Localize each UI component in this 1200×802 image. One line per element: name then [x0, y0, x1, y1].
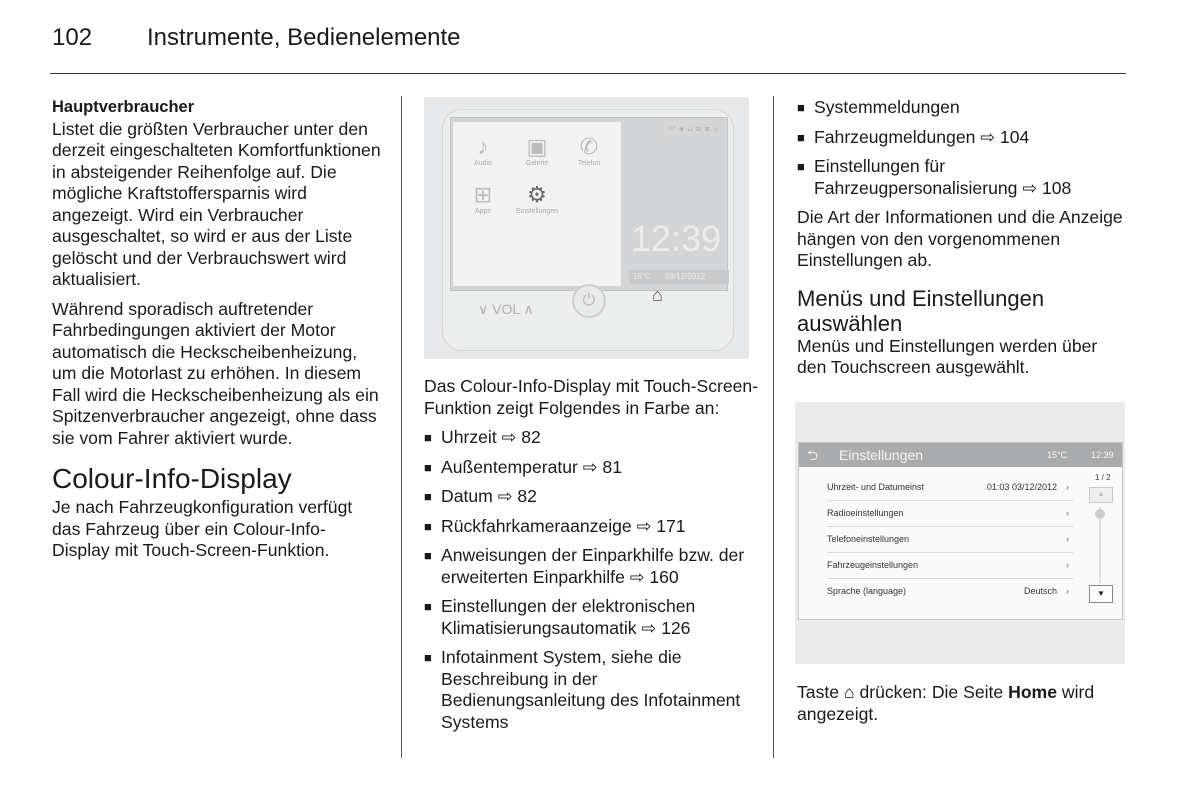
chevron-right-icon: › [1066, 534, 1069, 544]
feature-list-continued [797, 97, 1127, 199]
column-1 [52, 97, 382, 570]
gallery-icon: ▣ [526, 134, 548, 159]
column-2 [424, 376, 759, 741]
chevron-right-icon: › [1066, 560, 1069, 570]
settings-illustration [795, 402, 1125, 664]
display-temperature: 15°C [633, 272, 651, 281]
list-item: ■ Datum ⇨ 82 [424, 486, 537, 506]
scroll-up-icon: ▲ [1089, 487, 1113, 503]
status-icons: ᴾᴾ ✱ ⊔ ⊞ ⊠ ◁ [669, 127, 719, 133]
settings-window [798, 442, 1123, 620]
app-label: Galerie [525, 160, 549, 167]
list-item: ■ Anweisungen der Einparkhilfe bzw. der erweiterten Einparkhilfe ⇨ 160 [424, 545, 745, 587]
settings-row-label: Uhrzeit- und Datumeinst [827, 482, 925, 492]
home-icon: ⌂ [652, 285, 663, 305]
list-item: ■ Rückfahrkameraanzeige ⇨ 171 [424, 515, 686, 536]
settings-row [827, 501, 1073, 527]
power-icon: ⏻ [572, 284, 606, 318]
settings-row [827, 579, 1073, 604]
phone-icon: ✆ [579, 134, 599, 159]
page-number: 102 [52, 24, 93, 51]
bullet-icon: ■ [424, 430, 432, 445]
app-label: Audio [474, 160, 492, 167]
scroll-down-icon: ▼ [1089, 585, 1113, 603]
app-grid [453, 122, 621, 286]
settings-row [827, 553, 1073, 579]
chevron-right-icon: › [1066, 586, 1069, 596]
music-note-icon: ♪ [477, 134, 489, 159]
settings-row-label: Sprache (language) [827, 586, 907, 596]
paragraph: Menüs und Einstellungen werden über den Touchscreen ausgewählt. [797, 335, 1098, 377]
settings-row-label: Radioeinstellungen [827, 508, 904, 518]
section-heading-hauptverbraucher: Hauptverbraucher [52, 98, 195, 116]
app-phone [565, 134, 613, 167]
app-settings [513, 182, 561, 215]
settings-title-bar [799, 443, 1122, 467]
settings-row-value: 01:03 03/12/2012 [986, 482, 1057, 492]
apps-icon: ⊞ [473, 182, 493, 207]
page-header-title: Instrumente, Bedienelemente [147, 24, 461, 51]
app-label: Telefon [577, 160, 601, 167]
settings-pager: 1 / 2 [1095, 473, 1111, 482]
chevron-right-icon: › [1066, 508, 1069, 518]
home-emphasis: Home [1008, 682, 1057, 702]
section-title-colour-info-display: Colour-Info-Display [52, 463, 292, 494]
settings-row [827, 475, 1073, 501]
bullet-icon: ■ [797, 129, 805, 145]
bullet-icon: ■ [424, 489, 432, 504]
bullet-icon: ■ [797, 100, 805, 115]
paragraph-text: Taste ⌂ drücken: Die Seite [797, 682, 1009, 702]
app-label: Apps [475, 208, 491, 215]
list-item: ■ Einstellungen der elektronischen Klimatisierungsautomatik ⇨ 126 [424, 596, 696, 638]
bullet-icon: ■ [424, 650, 432, 665]
app-label: Einstellungen [515, 208, 559, 215]
paragraph: Das Colour-Info-Display mit Touch-Screen-Funktion zeigt Folgendes in Farbe an: [424, 376, 759, 418]
settings-temperature: 15°C [1047, 450, 1068, 460]
paragraph: Listet die größten Verbraucher unter den derzeit eingeschalteten Komfortfunktionen in absteigender Reihenfolge auf. Die mögliche Kraftstoffersparnis wird angezeigt. Wird ein Verbraucher ausgeschaltet, so wird er aus der Liste gelöscht und der Verbrauchswert wird aktualisiert. [52, 118, 381, 289]
bullet-icon: ■ [424, 459, 432, 475]
app-audio [459, 134, 507, 167]
column-divider-right [773, 96, 774, 758]
home-paragraph [797, 682, 1127, 725]
volume-controls: ∨ VOL ∧ [478, 301, 534, 317]
feature-list [424, 427, 759, 733]
chevron-right-icon: › [1066, 482, 1069, 492]
list-item: ■ Systemmeldungen [797, 97, 960, 117]
paragraph: Während sporadisch auftretender Fahrbedingungen aktiviert der Motor automatisch die Heckscheibenheizung, um die Motorlast zu erhöhen. In diesem Fall wird die Heckscheibenheizung als ein Spitzenverbraucher angezeigt, ohne dass sie vom Fahrer aktiviert wurde. [52, 298, 379, 448]
bullet-icon: ■ [424, 599, 432, 614]
list-item: ■ Einstellungen für Fahrzeugpersonalisierung ⇨ 108 [797, 156, 1072, 198]
settings-row [827, 527, 1073, 553]
settings-row-value: Deutsch [1023, 586, 1057, 596]
settings-row-label: Telefoneinstellungen [827, 534, 910, 544]
app-gallery [513, 134, 561, 167]
scroll-knob [1095, 509, 1105, 519]
gear-icon: ⚙ [527, 182, 547, 207]
bullet-icon: ■ [424, 518, 432, 534]
header-rule [50, 73, 1126, 74]
display-clock: 12:39 [630, 218, 721, 259]
column-3 [797, 97, 1127, 387]
list-item: ■ Außentemperatur ⇨ 81 [424, 456, 622, 477]
list-item: ■ Fahrzeugmeldungen ⇨ 104 [797, 126, 1030, 147]
bullet-icon: ■ [797, 159, 805, 174]
app-apps [459, 182, 507, 215]
paragraph-text: wird angezeigt. [797, 682, 1095, 724]
paragraph: Je nach Fahrzeugkonfiguration verfügt das Fahrzeug über ein Colour-Info-Display mit Touch-Screen-Funktion. [52, 497, 353, 560]
display-screen [450, 117, 728, 291]
settings-row-label: Fahrzeugeinstellungen [827, 560, 919, 570]
display-illustration [424, 97, 749, 359]
section-title-menus: Menüs und Einstellungen auswählen [797, 285, 1045, 336]
paragraph: Die Art der Informationen und die Anzeige hängen von den vorgenommenen Einstellungen ab. [797, 207, 1123, 270]
list-item: ■ Uhrzeit ⇨ 82 [424, 427, 541, 447]
display-date: 03/12/2012 [665, 272, 706, 281]
list-item: ■ Infotainment System, siehe die Beschreibung in der Bedienungsanleitung des Infotainment Systems [424, 647, 741, 732]
settings-time: 12:39 [1091, 450, 1114, 460]
display-temp-date-bar [629, 270, 729, 284]
column-divider-left [401, 96, 402, 758]
bullet-icon: ■ [424, 548, 432, 563]
settings-title: Einstellungen [839, 447, 924, 463]
back-arrow-icon: ⮌ [807, 447, 819, 463]
